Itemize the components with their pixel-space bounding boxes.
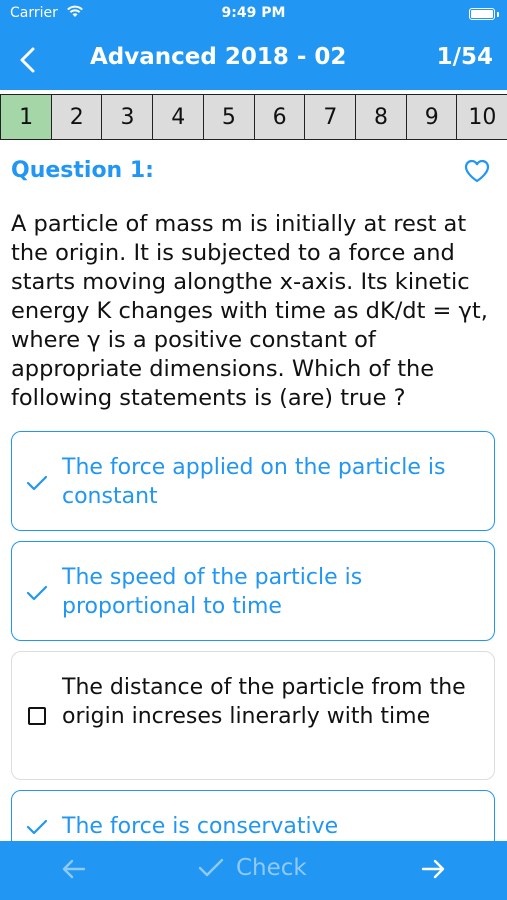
arrow-left-icon[interactable] (60, 855, 88, 883)
option-text: The distance of the particle from the origin increses linerarly with time (62, 675, 466, 729)
carrier-text: Carrier (10, 5, 58, 21)
question-nav-item-3[interactable]: 3 (101, 94, 153, 140)
option-3[interactable] (11, 651, 495, 780)
check-button[interactable] (198, 855, 307, 881)
question-nav-item-5[interactable]: 5 (203, 94, 255, 140)
question-nav-item-4[interactable]: 4 (152, 94, 204, 140)
battery-tip (497, 12, 499, 17)
option-2[interactable] (11, 541, 495, 641)
checkmark-icon (26, 474, 48, 492)
chevron-left-icon[interactable] (14, 44, 42, 76)
question-nav-item-1[interactable]: 1 (0, 94, 52, 140)
question-nav-item-10[interactable]: 10 (456, 94, 507, 140)
arrow-right-icon[interactable] (419, 855, 447, 883)
checkbox-icon (28, 707, 46, 725)
question-nav-item-8[interactable]: 8 (355, 94, 407, 140)
option-text: The force is conservative (62, 814, 339, 839)
question-nav-item-9[interactable]: 9 (406, 94, 458, 140)
question-nav-item-7[interactable]: 7 (304, 94, 356, 140)
battery-icon (469, 8, 495, 20)
option-text: The force applied on the particle is constant (62, 455, 446, 509)
heart-icon[interactable] (463, 158, 491, 184)
check-label: Check (236, 855, 307, 881)
checkmark-icon (26, 584, 48, 602)
question-text: A particle of mass m is initially at rest at the origin. It is subjected to a force and starts moving alongthe x-axis. Its kinetic energy K changes with time as dK/dt = γt, where γ is a positive constant of appropriate dimensions. Which of the following statements is (are) true ? (11, 211, 488, 411)
checkmark-icon (26, 818, 48, 836)
question-nav (0, 94, 507, 142)
page-title: Advanced 2018 - 02 (90, 44, 347, 70)
question-counter: 1/54 (436, 44, 493, 70)
option-text: The speed of the particle is proportional to time (62, 565, 363, 619)
question-label: Question 1: (11, 158, 154, 183)
question-nav-item-6[interactable]: 6 (254, 94, 306, 140)
bottom-toolbar (0, 841, 507, 900)
checkmark-icon (198, 858, 224, 878)
option-1[interactable] (11, 431, 495, 531)
status-bar (0, 5, 507, 25)
app-header (0, 0, 507, 90)
question-nav-item-2[interactable]: 2 (51, 94, 103, 140)
status-time: 9:49 PM (221, 5, 286, 21)
